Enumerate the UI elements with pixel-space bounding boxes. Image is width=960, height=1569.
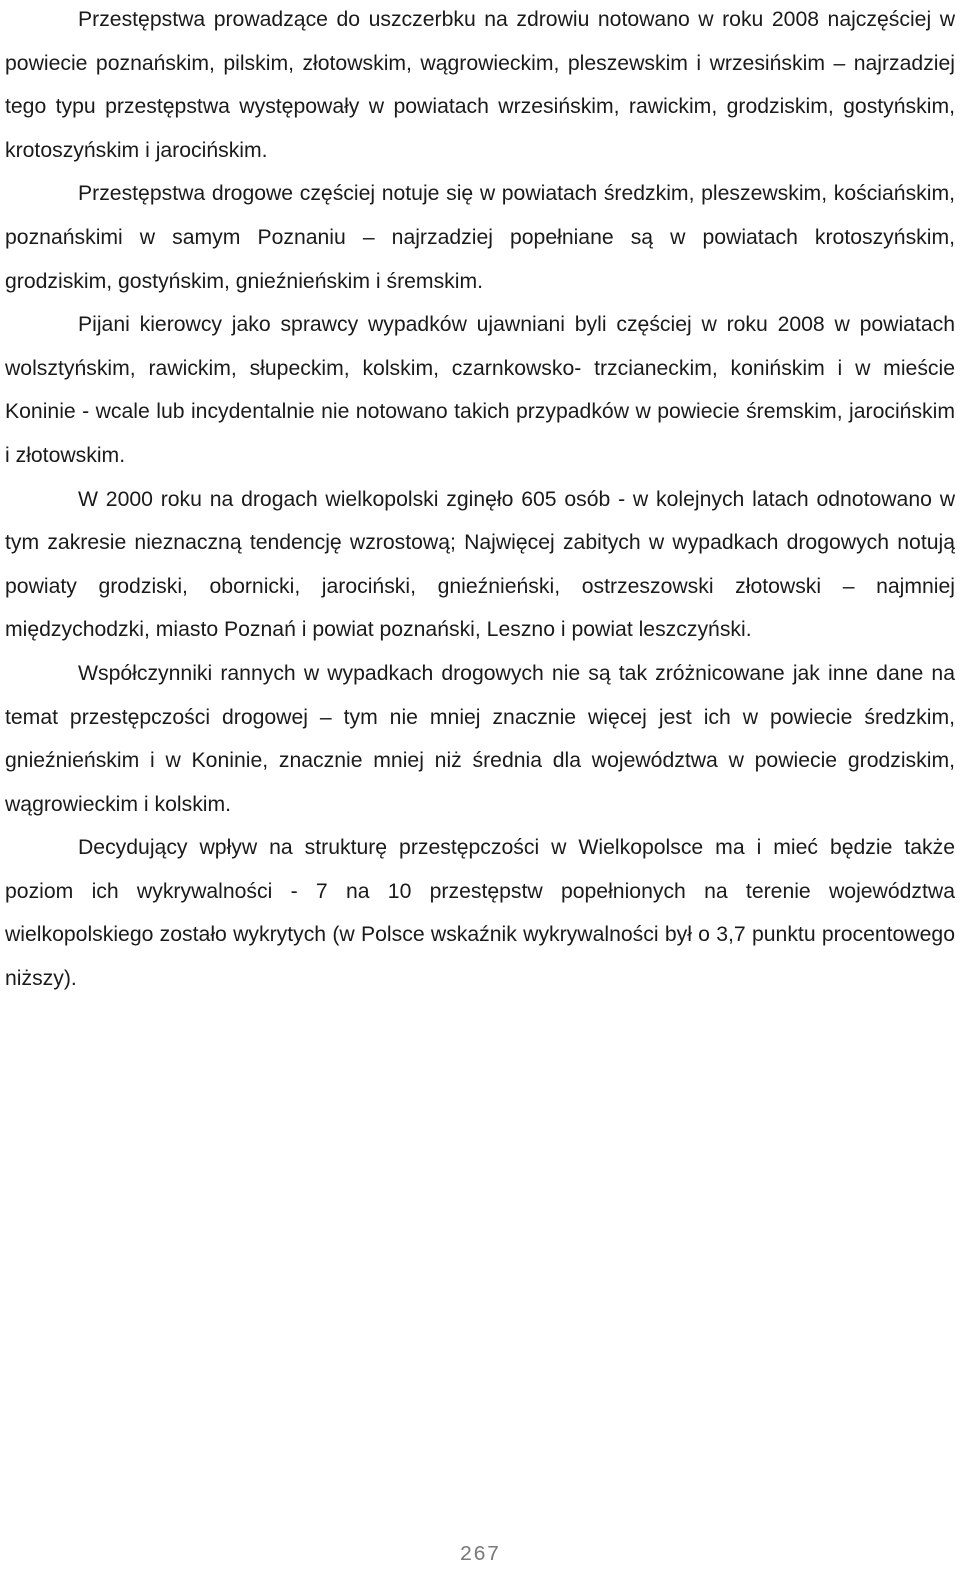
paragraph-traffic-crimes: Przestępstwa drogowe częściej notuje się w powiatach średzkim, pleszewskim, kościańskim, poznańskimi w samym Poznaniu – najrzadziej popełniane są w powiatach krotoszyńskim, grodziskim, gostyńskim, gnieźnieńskim i śremskim. <box>5 182 955 293</box>
paragraph-drunk-drivers: Pijani kierowcy jako sprawcy wypadków ujawniani byli częściej w roku 2008 w powiatach wolsztyńskim, rawickim, słupeckim, kolskim, czarnkowsko- trzcianeckim, konińskim i w mieście Koninie - wcale lub incydentalnie nie notowano takich przypadków w powiecie śremskim, jarocińskim i złotowskim. <box>5 313 955 467</box>
paragraph-detection-rate: Decydujący wpływ na strukturę przestępczości w Wielkopolsce ma i mieć będzie także poziom ich wykrywalności - 7 na 10 przestępstw popełnionych na terenie województwa wielkopolskiego zostało wykrytych (w Polsce wskaźnik wykrywalności był o 3,7 punktu procentowego niższy). <box>5 836 955 991</box>
paragraph-road-fatalities: W 2000 roku na drogach wielkopolski zginęło 605 osób - w kolejnych latach odnotowano w tym zakresie nieznaczną tendencję wzrostową; Najwięcej zabitych w wypadkach drogowych notują powiaty grodziski, obornicki, jarociński, gnieźnieński, ostrzeszowski złotowski – najmniej międzychodzki, miasto Poznań i powiat poznański, Leszno i powiat leszczyński. <box>5 487 955 642</box>
page-number: 267 <box>459 1544 501 1567</box>
document-body <box>5 0 955 1001</box>
paragraph-injury-crimes: Przestępstwa prowadzące do uszczerbku na zdrowiu notowano w roku 2008 najczęściej w powiecie poznańskim, pilskim, złotowskim, wągrowieckim, pleszewskim i wrzesińskim – najrzadziej tego typu przestępstwa występowały w powiatach wrzesińskim, rawickim, grodziskim, gostyńskim, krotoszyńskim i jarocińskim. <box>5 8 955 162</box>
paragraph-injured-rates: Współczynniki rannych w wypadkach drogowych nie są tak zróżnicowane jak inne dane na temat przestępczości drogowej – tym nie mniej znacznie więcej jest ich w powiecie średzkim, gnieźnieńskim i w Koninie, znacznie mniej niż średnia dla województwa w powiecie grodziskim, wągrowieckim i kolskim. <box>5 661 955 816</box>
